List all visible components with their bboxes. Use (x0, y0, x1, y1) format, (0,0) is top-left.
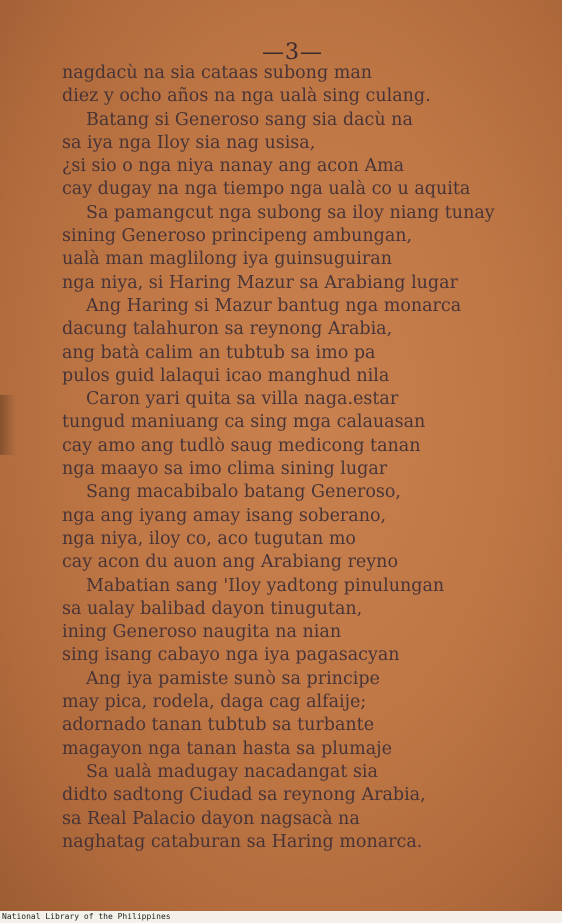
poem-line: sa ualay balibad dayon tinugutan, (62, 598, 363, 619)
poem-line: sa iya nga Iloy sia nag usisa, (62, 132, 316, 153)
poem-line: diez y ocho años na nga ualà sing culang. (62, 86, 431, 107)
poem-line: Sa pamangcut nga subong sa iloy niang tunay (86, 202, 495, 223)
page-edge-shadow (0, 395, 16, 455)
poem-line: nagdacù na sia cataas subong man (62, 63, 373, 83)
poem-line: Mabatian sang 'Iloy yadtong pinulungan (86, 575, 445, 596)
poem-line: sining Generoso principeng ambungan, (62, 226, 413, 247)
poem-line: nga ang iyang amay isang soberano, (62, 505, 387, 526)
poem-line: may pica, rodela, daga cag alfaije; (62, 692, 367, 713)
poem-line: Sa ualà madugay nacadangat sia (86, 761, 378, 782)
poem-line: nga niya, iloy co, aco tugutan mo (62, 528, 356, 549)
poem-line: naghatag cataburan sa Haring monarca. (62, 831, 423, 852)
poem-line: cay acon du auon ang Arabiang reyno (62, 552, 398, 573)
page-number: —3— (262, 40, 323, 65)
poem-line: Ang iya pamiste sunò sa principe (86, 668, 380, 689)
poem-line: tungud maniuang ca sing mga calauasan (62, 412, 426, 433)
poem-line: ualà man maglilong iya guinsuguiran (62, 249, 392, 270)
poem-line: dacung talahuron sa reynong Arabia, (62, 319, 393, 340)
poem-line: magayon nga tanan hasta sa plumaje (62, 738, 392, 759)
poem-line: adornado tanan tubtub sa turbante (62, 715, 375, 736)
poem-line: ang batà calim an tubtub sa imo pa (62, 342, 376, 363)
poem-text (62, 62, 507, 854)
poem-line: nga niya, si Haring Mazur sa Arabiang lugar (62, 272, 458, 293)
poem-line: ining Generoso naugita na nian (62, 622, 342, 643)
footer-bar (0, 911, 562, 923)
poem-line: Sang macabibalo batang Generoso, (86, 482, 401, 503)
poem-line: pulos guid lalaqui icao manghud nila (62, 365, 390, 386)
poem-line: cay dugay na nga tiempo nga ualà co u aquita (62, 179, 471, 200)
poem-line: didto sadtong Ciudad sa reynong Arabia, (62, 785, 426, 806)
poem-line: nga maayo sa imo clima sining lugar (62, 459, 388, 480)
poem-line: Ang Haring si Mazur bantug nga monarca (86, 295, 462, 316)
poem-line: Batang si Generoso sang sia dacù na (86, 109, 413, 130)
poem-line: sing isang cabayo nga iya pagasacyan (62, 645, 400, 666)
footer-credit: National Library of the Philippines (2, 912, 171, 921)
poem-line: cay amo ang tudlò saug medicong tanan (62, 435, 421, 456)
poem-line: sa Real Palacio dayon nagsacà na (62, 808, 360, 829)
poem-line: ¿si sio o nga niya nanay ang acon Ama (62, 156, 405, 177)
poem-line: Caron yari quita sa villa naga.estar (86, 389, 399, 410)
